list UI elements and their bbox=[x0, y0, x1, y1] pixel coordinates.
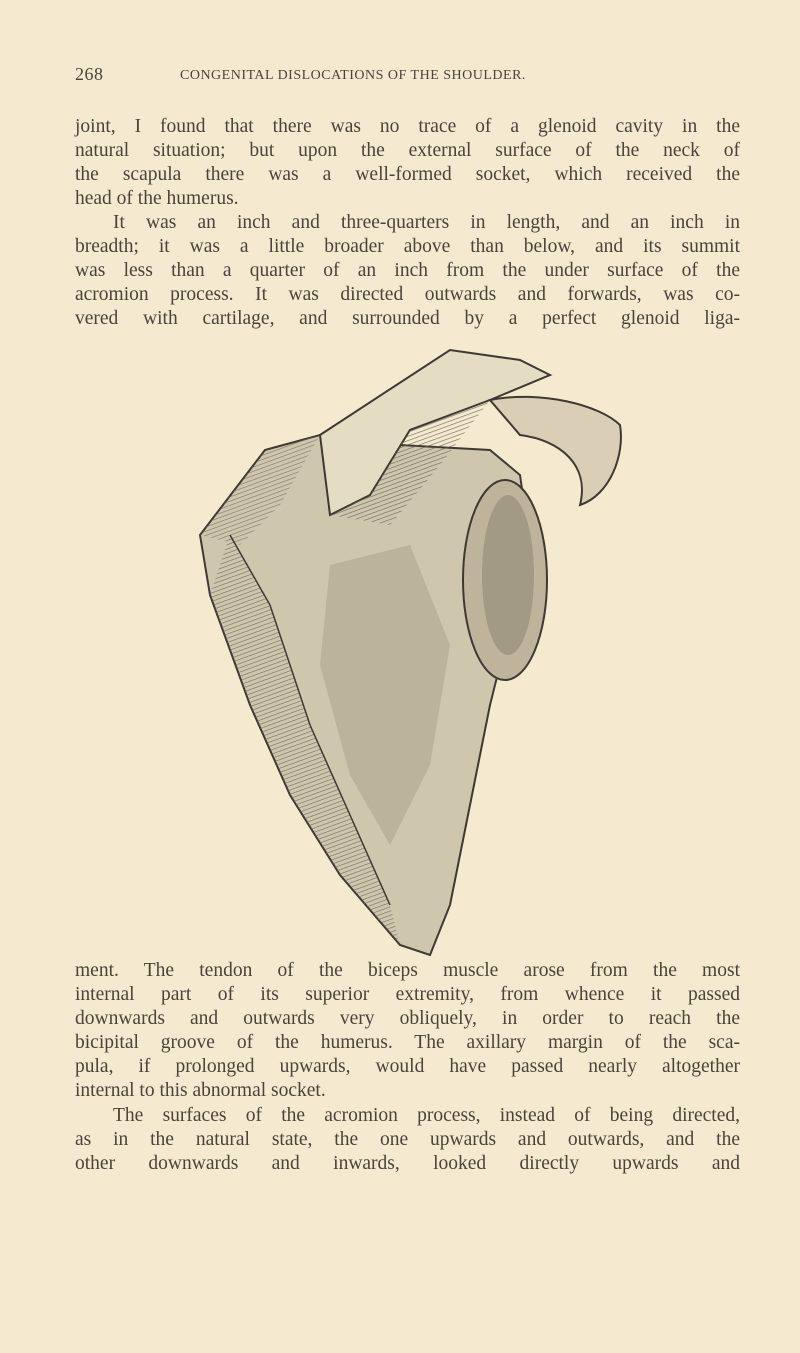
text-line: internal part of its superior extremity, from whence it passed bbox=[75, 984, 740, 1005]
text-line: internal to this abnormal socket. bbox=[75, 1080, 326, 1101]
text-line: other downwards and inwards, looked directly upwards and bbox=[75, 1153, 740, 1174]
page-number: 268 bbox=[75, 64, 104, 84]
running-header bbox=[75, 66, 740, 90]
text-line: natural situation; but upon the external surface of the neck of bbox=[75, 140, 740, 161]
text-line: It was an inch and three-quarters in length, and an inch in bbox=[113, 212, 740, 233]
text-line: downwards and outwards very obliquely, in order to reach the bbox=[75, 1008, 740, 1029]
text-line: acromion process. It was directed outwards and forwards, was co- bbox=[75, 284, 740, 305]
text-line: breadth; it was a little broader above than below, and its summit bbox=[75, 236, 740, 257]
running-title: CONGENITAL DISLOCATIONS OF THE SHOULDER. bbox=[180, 68, 526, 83]
text-line: The surfaces of the acromion process, instead of being directed, bbox=[113, 1105, 740, 1126]
scapula-illustration bbox=[190, 345, 630, 970]
text-line: bicipital groove of the humerus. The axillary margin of the sca- bbox=[75, 1032, 740, 1053]
text-line: vered with cartilage, and surrounded by a perfect glenoid liga- bbox=[75, 308, 740, 329]
text-line: was less than a quarter of an inch from the under surface of the bbox=[75, 260, 740, 281]
text-line: the scapula there was a well-formed socket, which received the bbox=[75, 164, 740, 185]
text-line: ment. The tendon of the biceps muscle arose from the most bbox=[75, 960, 740, 981]
text-line: pula, if prolonged upwards, would have passed nearly altogether bbox=[75, 1056, 740, 1077]
text-line: as in the natural state, the one upwards and outwards, and the bbox=[75, 1129, 740, 1150]
text-line: head of the humerus. bbox=[75, 188, 239, 209]
text-line: joint, I found that there was no trace of a glenoid cavity in the bbox=[75, 116, 740, 137]
